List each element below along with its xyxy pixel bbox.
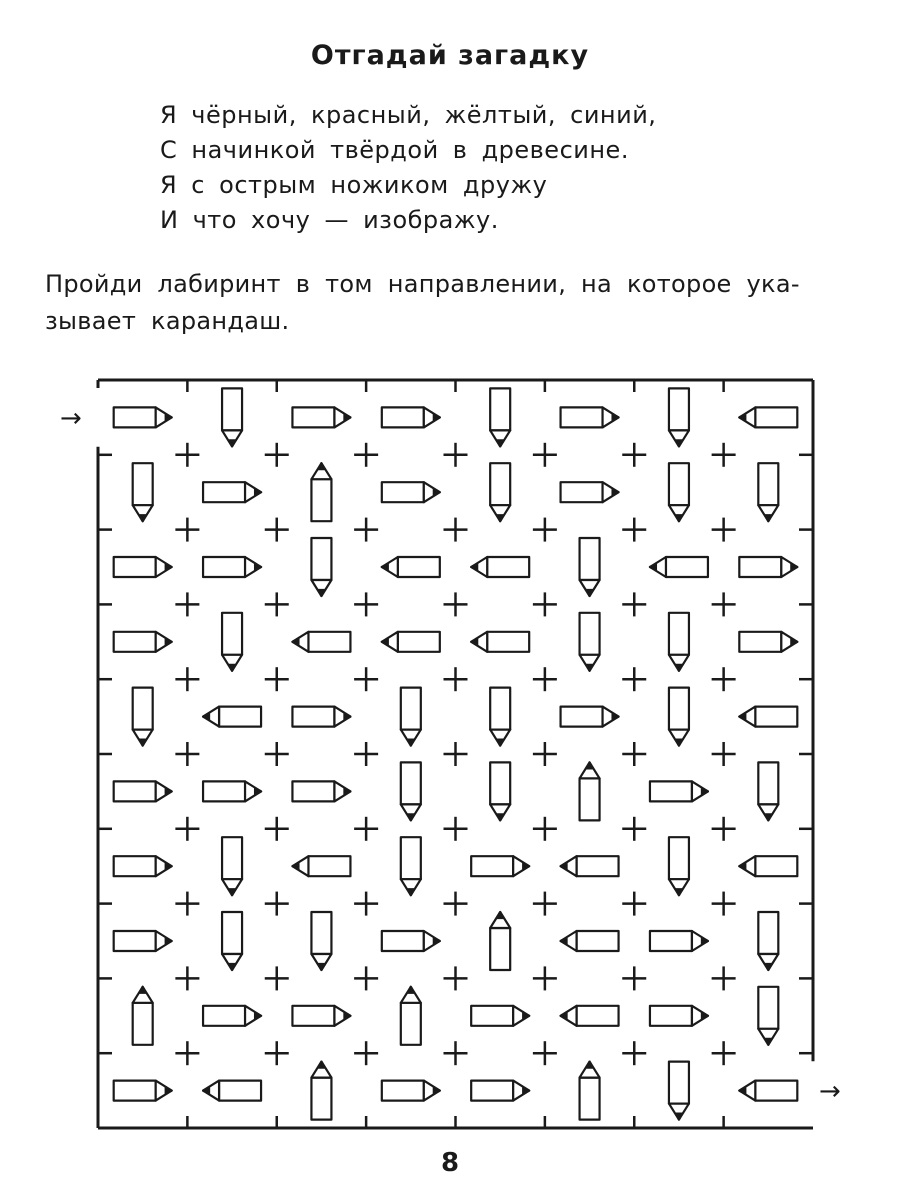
wall-cross [444,443,468,467]
pencil-down-icon [669,837,689,895]
pencil-down-icon [222,837,242,895]
pencil-up-icon [311,463,331,521]
wall-cross [533,667,557,691]
pencil-left-icon [561,931,619,951]
pencil-right-icon [114,632,172,652]
instruction-line: зывает карандаш. [45,307,290,335]
pencil-right-icon [203,781,261,801]
wall-cross [444,518,468,542]
pencil-left-icon [739,1081,797,1101]
wall-cross [265,443,289,467]
wall-cross [622,892,646,916]
page-title: Отгадай загадку [310,40,590,71]
wall-cross [175,667,199,691]
wall-cross [712,892,736,916]
wall-cross [444,966,468,990]
wall-cross [265,892,289,916]
pencil-up-icon [580,1062,600,1120]
wall-cross [175,1041,199,1065]
pencil-right-icon [650,781,708,801]
pencil-down-icon [490,688,510,746]
pencil-left-icon [561,1006,619,1026]
pencil-down-icon [669,613,689,671]
pencil-right-icon [650,1006,708,1026]
pencil-right-icon [382,482,440,502]
wall-cross [354,817,378,841]
wall-cross [265,817,289,841]
wall-cross [444,667,468,691]
pencil-down-icon [758,987,778,1045]
wall-cross [712,966,736,990]
wall-cross [354,966,378,990]
wall-cross [354,1041,378,1065]
pencil-right-icon [471,1006,529,1026]
pencil-left-icon [203,1081,261,1101]
pencil-up-icon [133,987,153,1045]
pencil-left-icon [739,856,797,876]
pencil-down-icon [311,912,331,970]
wall-cross [712,667,736,691]
wall-cross [265,966,289,990]
wall-cross [533,966,557,990]
pencil-right-icon [471,856,529,876]
wall-cross [622,1041,646,1065]
wall-cross [175,592,199,616]
exit-arrow-icon: → [819,1076,841,1107]
pencil-left-icon [292,632,350,652]
wall-cross [622,518,646,542]
wall-cross [175,742,199,766]
pencil-left-icon [382,632,440,652]
pencil-down-icon [669,1062,689,1120]
pencil-up-icon [490,912,510,970]
pencil-down-icon [669,463,689,521]
poem-line: И что хочу — изображу. [160,206,499,234]
pencil-left-icon [561,856,619,876]
pencil-right-icon [739,557,797,577]
pencil-down-icon [580,613,600,671]
pencil-right-icon [292,1006,350,1026]
pencil-down-icon [401,688,421,746]
pencil-down-icon [758,912,778,970]
pencil-right-icon [739,632,797,652]
wall-cross [354,592,378,616]
pencil-down-icon [133,463,153,521]
wall-cross [533,592,557,616]
pencil-right-icon [561,707,619,727]
wall-cross [265,1041,289,1065]
pencil-up-icon [311,1062,331,1120]
pencil-right-icon [382,1081,440,1101]
pencil-down-icon [311,538,331,596]
wall-cross [712,742,736,766]
wall-cross [444,742,468,766]
pencil-right-icon [650,931,708,951]
pencil-right-icon [471,1081,529,1101]
pencil-right-icon [382,407,440,427]
wall-cross [622,742,646,766]
pencil-right-icon [114,407,172,427]
page-number: 8 [440,1148,460,1178]
pencil-down-icon [222,912,242,970]
wall-cross [175,443,199,467]
pencil-down-icon [669,688,689,746]
pencil-down-icon [669,388,689,446]
wall-cross [354,742,378,766]
wall-cross [444,892,468,916]
wall-cross [444,817,468,841]
pencil-down-icon [490,388,510,446]
wall-cross [712,592,736,616]
wall-cross [444,592,468,616]
pencil-right-icon [114,781,172,801]
wall-cross [265,742,289,766]
pencil-right-icon [203,1006,261,1026]
wall-cross [533,742,557,766]
pencil-up-icon [401,987,421,1045]
pencil-left-icon [471,557,529,577]
wall-cross [622,667,646,691]
pencil-down-icon [580,538,600,596]
wall-cross [265,518,289,542]
wall-cross [712,1041,736,1065]
wall-cross [175,518,199,542]
entry-arrow-icon: → [60,403,82,434]
pencil-left-icon [739,407,797,427]
wall-cross [712,817,736,841]
wall-cross [712,443,736,467]
pencil-right-icon [203,482,261,502]
pencil-up-icon [580,762,600,820]
pencil-left-icon [292,856,350,876]
instruction-line: Пройди лабиринт в том направлении, на которое ука- [45,270,800,298]
pencil-right-icon [382,931,440,951]
pencil-right-icon [114,557,172,577]
wall-cross [175,817,199,841]
wall-cross [265,592,289,616]
pencil-right-icon [292,707,350,727]
wall-cross [622,817,646,841]
wall-cross [622,966,646,990]
pencil-down-icon [490,463,510,521]
pencil-left-icon [471,632,529,652]
poem-line: С начинкой твёрдой в древесине. [160,136,629,164]
wall-cross [622,443,646,467]
pencil-right-icon [561,482,619,502]
pencil-down-icon [401,837,421,895]
wall-cross [354,443,378,467]
wall-cross [175,966,199,990]
poem-line: Я чёрный, красный, жёлтый, синий, [160,101,657,129]
wall-cross [354,518,378,542]
pencil-down-icon [758,463,778,521]
poem-line: Я с острым ножиком дружу [160,171,548,199]
wall-cross [622,592,646,616]
pencil-right-icon [292,407,350,427]
pencil-left-icon [739,707,797,727]
pencil-down-icon [222,388,242,446]
pencil-left-icon [203,707,261,727]
wall-cross [175,892,199,916]
pencil-right-icon [114,931,172,951]
wall-cross [533,817,557,841]
wall-cross [533,518,557,542]
pencil-down-icon [401,762,421,820]
wall-cross [354,892,378,916]
wall-cross [444,1041,468,1065]
wall-cross [354,667,378,691]
wall-cross [533,1041,557,1065]
pencil-left-icon [382,557,440,577]
wall-cross [265,667,289,691]
pencil-right-icon [114,856,172,876]
pencil-down-icon [758,762,778,820]
pencil-right-icon [203,557,261,577]
pencil-right-icon [292,781,350,801]
pencil-down-icon [222,613,242,671]
wall-cross [712,518,736,542]
wall-cross [533,892,557,916]
pencil-right-icon [114,1081,172,1101]
pencil-right-icon [561,407,619,427]
pencil-left-icon [650,557,708,577]
pencil-down-icon [133,688,153,746]
wall-cross [533,443,557,467]
pencil-down-icon [490,762,510,820]
